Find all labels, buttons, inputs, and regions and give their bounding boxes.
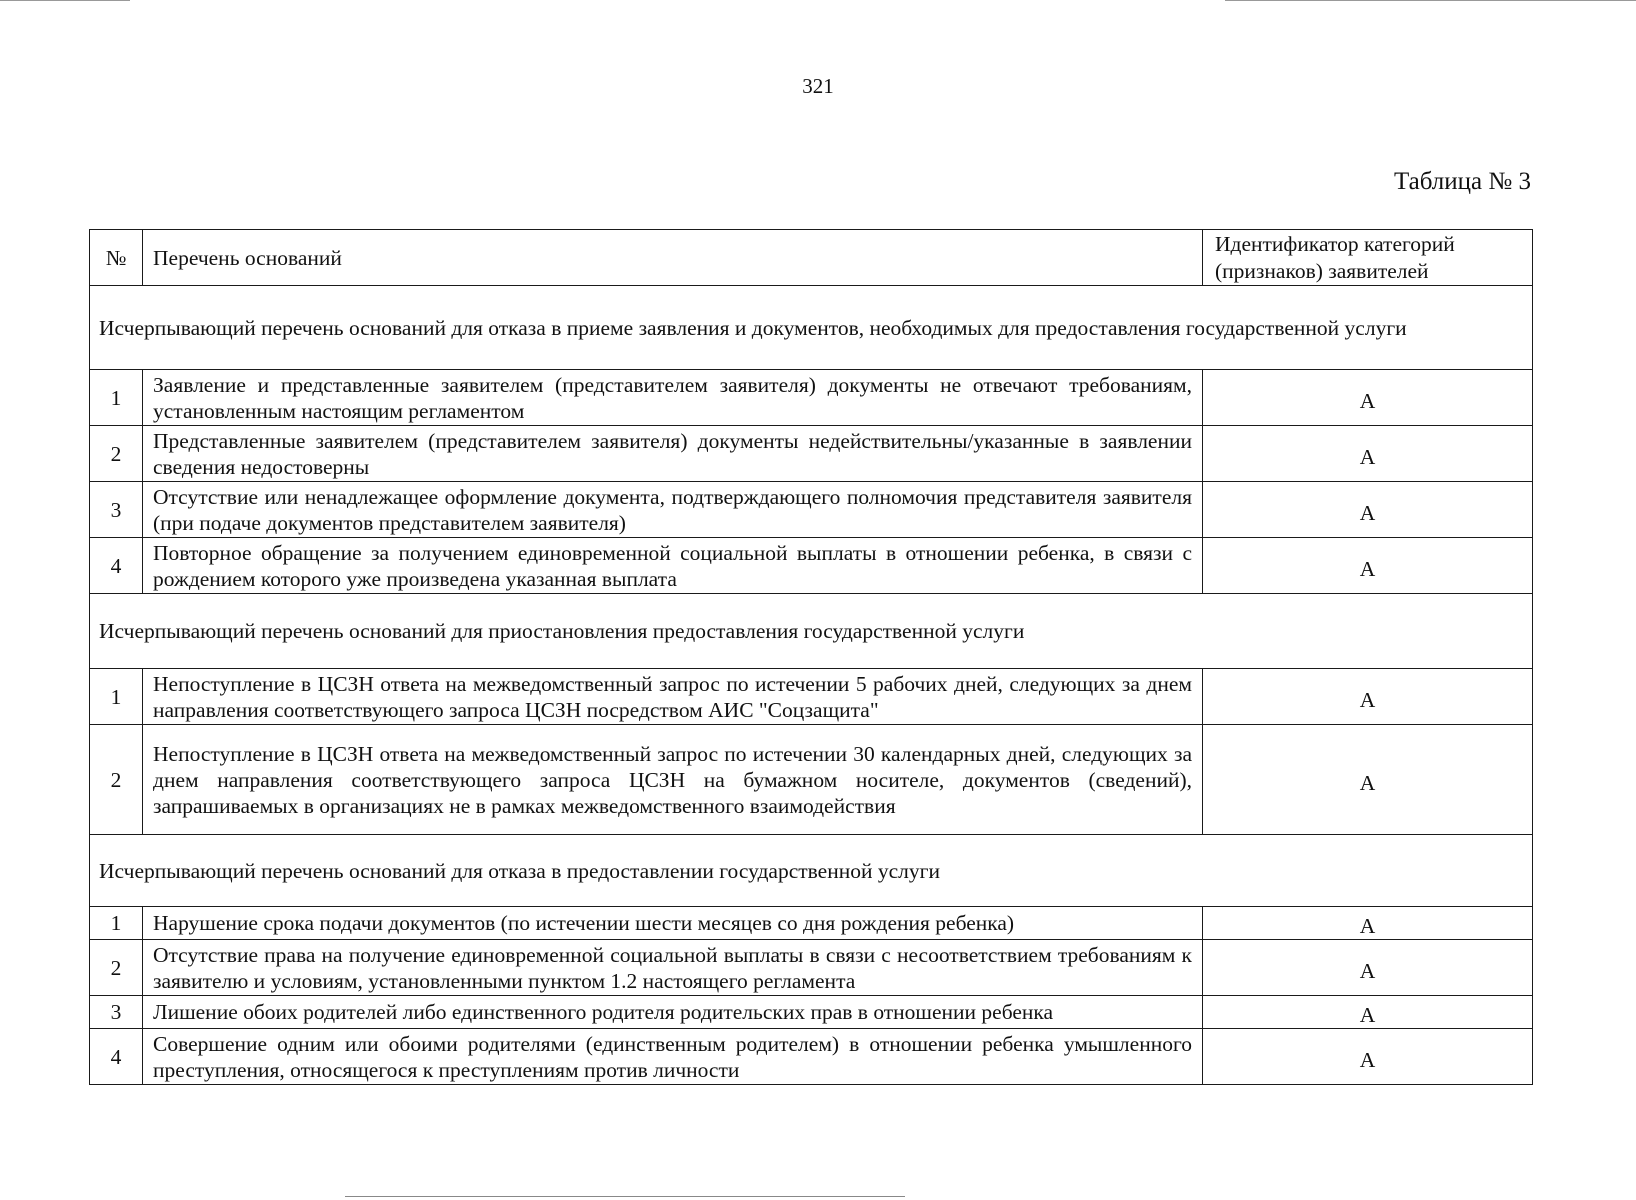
row-text: Отсутствие или ненадлежащее оформление документа, подтверждающего полномочия представителя заявителя (при подаче документов представителем заявителя): [143, 482, 1203, 538]
row-text: Заявление и представленные заявителем (представителем заявителя) документы не отвечают требованиям, установленным настоящим регламентом: [143, 370, 1203, 426]
page-number: 321: [802, 74, 834, 98]
scan-bottom-line: [345, 1196, 905, 1197]
table-row: [90, 538, 1533, 594]
row-num: 1: [90, 370, 143, 426]
row-num: 2: [90, 725, 143, 835]
table-row: [90, 940, 1533, 996]
section-title: Исчерпывающий перечень оснований для отказа в приеме заявления и документов, необходимых для предоставления государственной услуги: [90, 286, 1533, 370]
row-num: 1: [90, 669, 143, 725]
row-category: А: [1203, 370, 1533, 426]
row-text: Непоступление в ЦСЗН ответа на межведомственный запрос по истечении 30 календарных дней, следующих за днем направления соответствующего запроса ЦСЗН на бумажном носителе, документов (сведений), запрашиваемых в организациях не в рамках межведомственного взаимодействия: [143, 725, 1203, 835]
row-num: 4: [90, 538, 143, 594]
scan-edge-line-right: [1225, 0, 1636, 1]
table-row: [90, 1029, 1533, 1085]
row-category: А: [1203, 426, 1533, 482]
row-category: А: [1203, 907, 1533, 940]
row-num: 2: [90, 940, 143, 996]
header-num: №: [90, 230, 143, 286]
section-row: [90, 286, 1533, 370]
row-text: Отсутствие права на получение единовременной социальной выплаты в связи с несоответствием требованиям к заявителю и условиям, установленными пунктом 1.2 настоящего регламента: [143, 940, 1203, 996]
section-title: Исчерпывающий перечень оснований для отказа в предоставлении государственной услуги: [90, 835, 1533, 907]
table-row: [90, 996, 1533, 1029]
row-text: Лишение обоих родителей либо единственного родителя родительских прав в отношении ребенка: [143, 996, 1203, 1029]
row-text: Нарушение срока подачи документов (по истечении шести месяцев со дня рождения ребенка): [143, 907, 1203, 940]
header-grounds: Перечень оснований: [143, 230, 1203, 286]
scan-edge-line-left: [0, 0, 130, 1]
row-category: А: [1203, 538, 1533, 594]
table-row: [90, 482, 1533, 538]
row-category: А: [1203, 1029, 1533, 1085]
table-caption: Таблица № 3: [1393, 168, 1531, 195]
row-num: 4: [90, 1029, 143, 1085]
row-num: 3: [90, 996, 143, 1029]
table-row: [90, 907, 1533, 940]
row-category: А: [1203, 940, 1533, 996]
header-identifier: Идентификатор категорий (признаков) заявителей: [1203, 230, 1533, 286]
section-title: Исчерпывающий перечень оснований для приостановления предоставления государственной услуги: [90, 594, 1533, 669]
table-row: [90, 669, 1533, 725]
row-text: Непоступление в ЦСЗН ответа на межведомственный запрос по истечении 5 рабочих дней, следующих за днем направления соответствующего запроса ЦСЗН посредством АИС "Соцзащита": [143, 669, 1203, 725]
row-num: 1: [90, 907, 143, 940]
row-num: 3: [90, 482, 143, 538]
row-category: А: [1203, 669, 1533, 725]
table-row: [90, 370, 1533, 426]
table-row: [90, 426, 1533, 482]
table-header-row: [90, 230, 1533, 286]
row-category: А: [1203, 482, 1533, 538]
row-text: Представленные заявителем (представителем заявителя) документы недействительны/указанные в заявлении сведения недостоверны: [143, 426, 1203, 482]
section-row: [90, 835, 1533, 907]
grounds-table: [89, 229, 1533, 1085]
row-text: Повторное обращение за получением единовременной социальной выплаты в отношении ребенка, в связи с рождением которого уже произведена указанная выплата: [143, 538, 1203, 594]
section-row: [90, 594, 1533, 669]
row-category: А: [1203, 996, 1533, 1029]
row-num: 2: [90, 426, 143, 482]
row-category: А: [1203, 725, 1533, 835]
table-row: [90, 725, 1533, 835]
row-text: Совершение одним или обоими родителями (единственным родителем) в отношении ребенка умышленного преступления, относящегося к преступлениям против личности: [143, 1029, 1203, 1085]
